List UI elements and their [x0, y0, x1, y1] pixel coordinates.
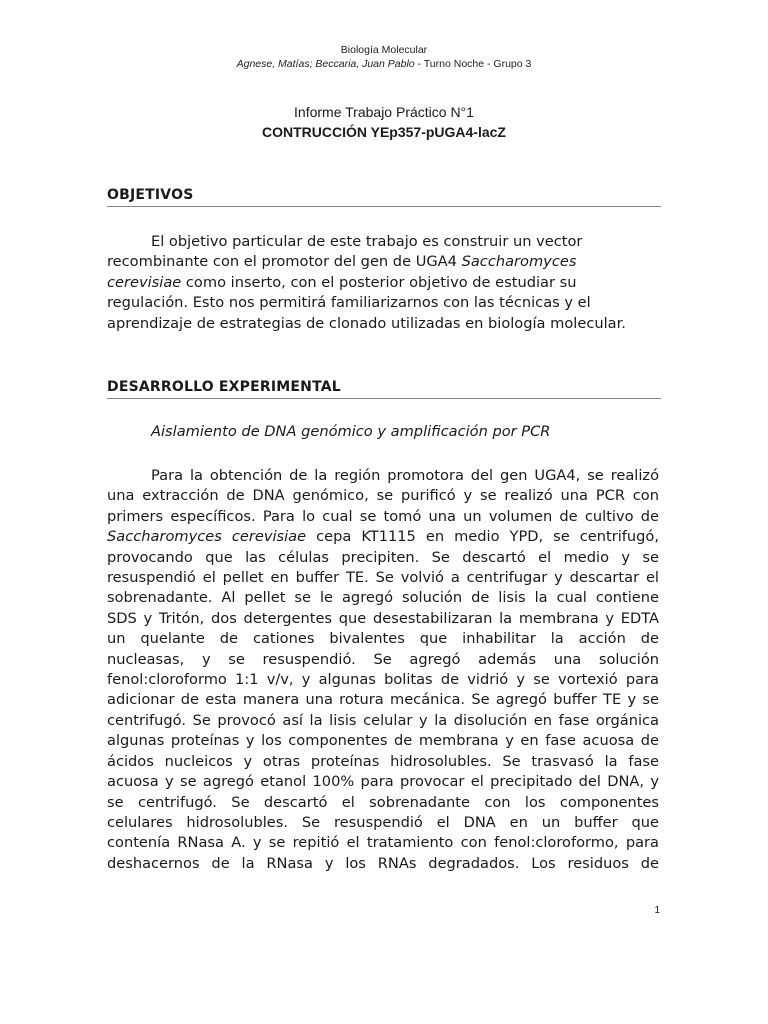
text-line — [107, 650, 659, 670]
text-run: provocando que las células precipiten. Se descartó el medio y se — [107, 548, 659, 566]
authors-line — [0, 57, 768, 71]
text-run: aprendizaje de estrategias de clonado utilizadas en biología molecular. — [107, 314, 626, 332]
text-line — [107, 629, 659, 649]
text-line — [107, 772, 659, 792]
text-run: adicionar de esta manera una rotura mecánica. Se agregó buffer TE y se — [107, 691, 659, 709]
text-run: resuspendió el pellet en buffer TE. Se volvió a centrifugar y descartar el — [107, 569, 659, 587]
text-run: primers específicos. Para lo cual se tomó una un volumen de cultivo de — [107, 507, 659, 525]
text-line — [107, 527, 659, 547]
page-header — [0, 43, 768, 71]
text-line — [107, 793, 659, 813]
text-line — [107, 273, 659, 293]
objetivos-paragraph — [107, 232, 659, 334]
text-run: El objetivo particular de este trabajo es construir un vector — [151, 233, 583, 250]
text-run: SDS y Tritón, dos detergentes que desestabilizaran la membrana y EDTA — [107, 609, 659, 627]
text-line — [107, 731, 659, 751]
text-run: cepa KT1115 en medio YPD, se centrifugó, — [306, 528, 659, 546]
text-run: regulación. Esto nos permitirá familiarizarnos con las técnicas y el — [107, 294, 591, 312]
desarrollo-paragraph — [107, 466, 659, 874]
text-line — [107, 588, 659, 608]
text-run: nucleasas, y se resuspendió. Se agregó además una solución — [107, 650, 659, 668]
text-line — [107, 690, 659, 710]
text-line — [107, 466, 659, 486]
text-run: como inserto, con el posterior objetivo de estudiar su — [181, 273, 577, 291]
text-line — [107, 486, 659, 506]
text-line — [107, 548, 659, 568]
italic-run: Saccharomyces cerevisiae — [107, 528, 307, 546]
text-run: fenol:cloroformo 1:1 v/v, y algunas bolitas de vidrió y se vortexió para — [107, 671, 659, 689]
text-run: centrifugó. Se provocó así la lisis celular y la disolución en fase orgánica — [107, 711, 659, 729]
subsection-heading: Aislamiento de DNA genómico y amplificación por PCR — [151, 423, 551, 440]
text-line — [107, 752, 659, 772]
text-run: ácidos nucleicos y otras proteínas hidrosolubles. Se trasvasó la fase — [107, 752, 659, 770]
text-line — [107, 314, 659, 334]
text-run: un quelante de cationes bivalentes que inhabilitar la acción de — [107, 630, 659, 648]
text-run: una extracción de DNA genómico, se purificó y se realizó una PCR con — [107, 487, 659, 505]
shift-group: - Turno Noche - Grupo 3 — [414, 58, 532, 70]
text-run: Para la obtención de la región promotora del gen UGA4, se realizó — [151, 467, 659, 484]
text-line — [107, 833, 659, 853]
text-line — [107, 293, 659, 313]
text-run: se centrifugó. Se descartó el sobrenadante con los componentes — [107, 793, 659, 811]
text-run: acuosa y se agregó etanol 100% para provocar el precipitado del DNA, y — [107, 773, 659, 791]
report-titles — [0, 103, 768, 141]
text-line — [107, 232, 659, 252]
text-line — [107, 507, 659, 527]
text-line — [107, 609, 659, 629]
text-line — [107, 711, 659, 731]
text-line — [107, 568, 659, 588]
report-kind: Informe Trabajo Práctico N°1 — [294, 104, 474, 120]
text-line — [107, 670, 659, 690]
text-run: celulares hidrosolubles. Se resuspendió el DNA en un buffer que — [107, 813, 659, 831]
section-heading-objetivos: OBJETIVOS — [107, 186, 661, 207]
italic-run: Saccharomyces — [461, 253, 577, 271]
text-run: sobrenadante. Al pellet se le agregó solución de lisis la cual contiene — [107, 589, 659, 607]
text-line — [107, 813, 659, 833]
page-number: 1 — [654, 905, 660, 916]
text-run: contenía RNasa A. y se repitió el tratamiento con fenol:cloroformo, para — [107, 834, 659, 852]
text-run: recombinante con el promotor del gen de UGA4 — [107, 253, 462, 271]
authors: Agnese, Matías; Beccaria, Juan Pablo — [236, 58, 415, 70]
text-line — [107, 854, 659, 874]
section-heading-desarrollo: DESARROLLO EXPERIMENTAL — [107, 378, 661, 399]
text-run: deshacernos de la RNasa y los RNAs degradados. Los residuos de — [107, 854, 659, 872]
italic-run: cerevisiae — [107, 273, 182, 291]
text-run: algunas proteínas y los componentes de membrana y en fase acuosa de — [107, 732, 659, 750]
course-name: Biología Molecular — [340, 44, 428, 56]
text-line — [107, 252, 659, 272]
report-title: CONTRUCCIÓN YEp357-pUGA4-lacZ — [261, 124, 506, 140]
